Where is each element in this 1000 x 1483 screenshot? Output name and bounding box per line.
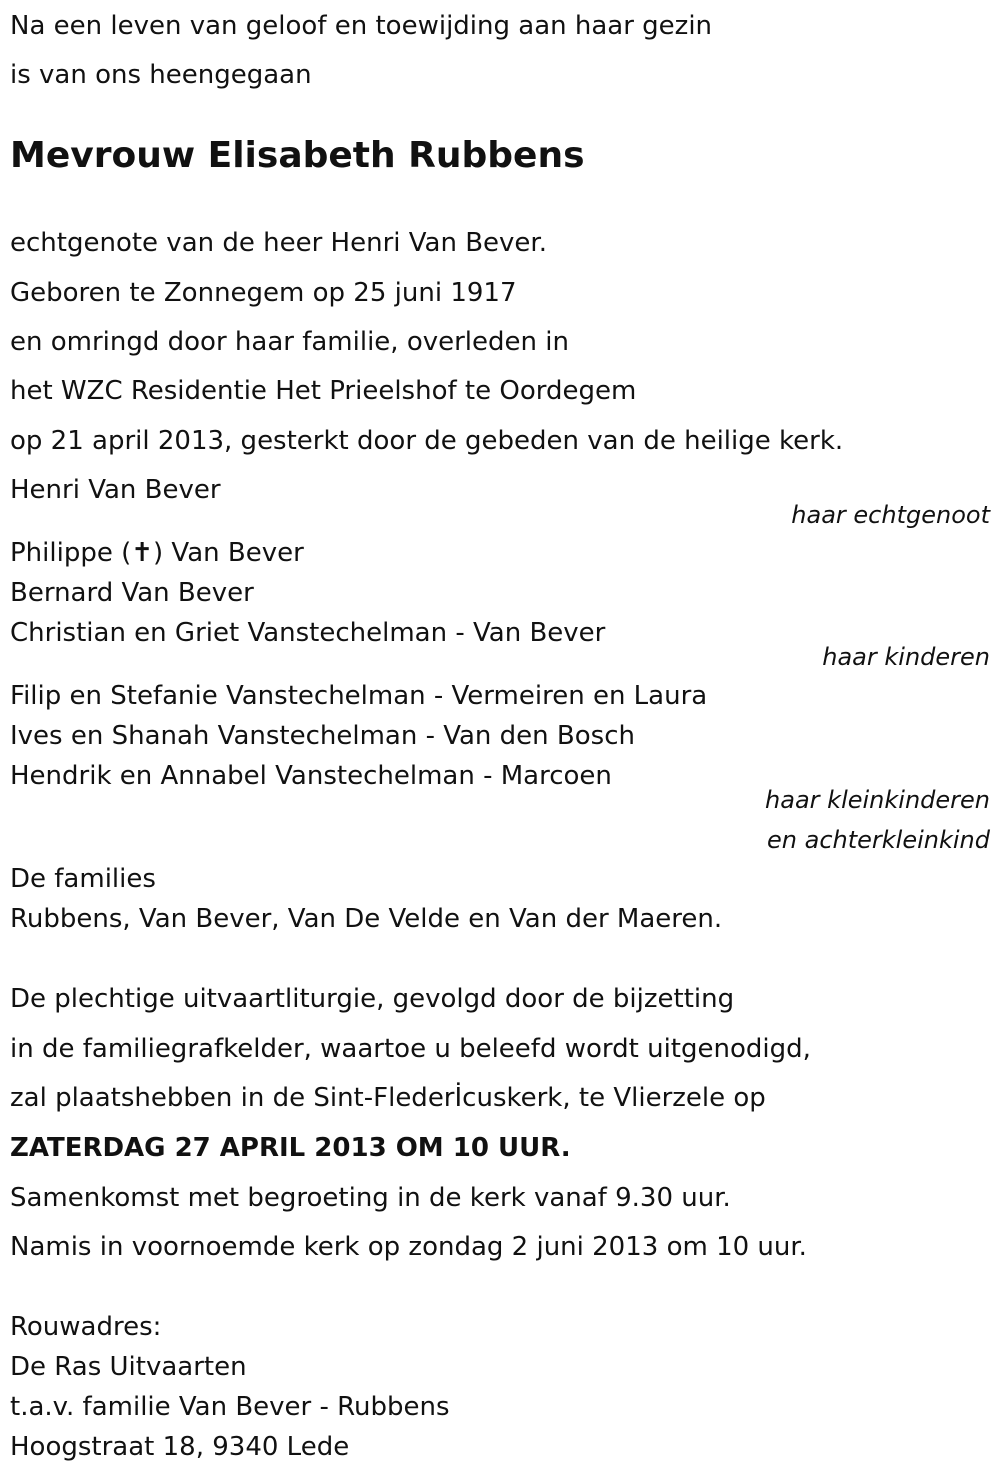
grandchildren-role-2: en achterkleinkind: [767, 826, 990, 854]
intro-line-1: Na een leven van geloof en toewijding aan haar gezin: [10, 11, 713, 41]
ceremony-line: Namis in voornoemde kerk op zondag 2 juni 2013 om 10 uur.: [10, 1232, 807, 1262]
child-name: Bernard Van Bever: [10, 578, 254, 608]
detail-line: echtgenote van de heer Henri Van Bever.: [10, 228, 547, 258]
intro-line-2: is van ons heengegaan: [10, 60, 312, 90]
child-name: Philippe (✝) Van Bever: [10, 538, 304, 568]
deceased-name: Mevrouw Elisabeth Rubbens: [10, 135, 585, 176]
spouse-role: haar echtgenoot: [791, 501, 990, 529]
families-names: Rubbens, Van Bever, Van De Velde en Van der Maeren.: [10, 904, 723, 934]
address-line: Hoogstraat 18, 9340 Lede: [10, 1432, 350, 1462]
detail-line: Geboren te Zonnegem op 25 juni 1917: [10, 278, 517, 308]
address-label: Rouwadres:: [10, 1312, 162, 1342]
grandchild-name: Ives en Shanah Vanstechelman - Van den Bosch: [10, 721, 635, 751]
detail-line: en omringd door haar familie, overleden in: [10, 327, 569, 357]
address-line: t.a.v. familie Van Bever - Rubbens: [10, 1392, 450, 1422]
ceremony-line: Samenkomst met begroeting in de kerk vanaf 9.30 uur.: [10, 1183, 731, 1213]
ceremony-date: ZATERDAG 27 APRIL 2013 OM 10 UUR.: [10, 1133, 571, 1163]
spouse-name: Henri Van Bever: [10, 475, 221, 505]
grandchild-name: Filip en Stefanie Vanstechelman - Vermeiren en Laura: [10, 681, 708, 711]
detail-line: op 21 april 2013, gesterkt door de gebeden van de heilige kerk.: [10, 426, 844, 456]
ceremony-line: zal plaatshebben in de Sint-Flederİcuskerk, te Vlierzele op: [10, 1083, 766, 1113]
address-line: De Ras Uitvaarten: [10, 1352, 247, 1382]
ceremony-line: De plechtige uitvaartliturgie, gevolgd door de bijzetting: [10, 984, 735, 1014]
grandchildren-role: haar kleinkinderen: [765, 786, 990, 814]
families-label: De families: [10, 864, 156, 894]
detail-line: het WZC Residentie Het Prieelshof te Oordegem: [10, 376, 637, 406]
children-role: haar kinderen: [822, 643, 990, 671]
grandchild-name: Hendrik en Annabel Vanstechelman - Marcoen: [10, 761, 612, 791]
ceremony-line: in de familiegrafkelder, waartoe u beleefd wordt uitgenodigd,: [10, 1034, 811, 1064]
child-name: Christian en Griet Vanstechelman - Van Bever: [10, 618, 606, 648]
